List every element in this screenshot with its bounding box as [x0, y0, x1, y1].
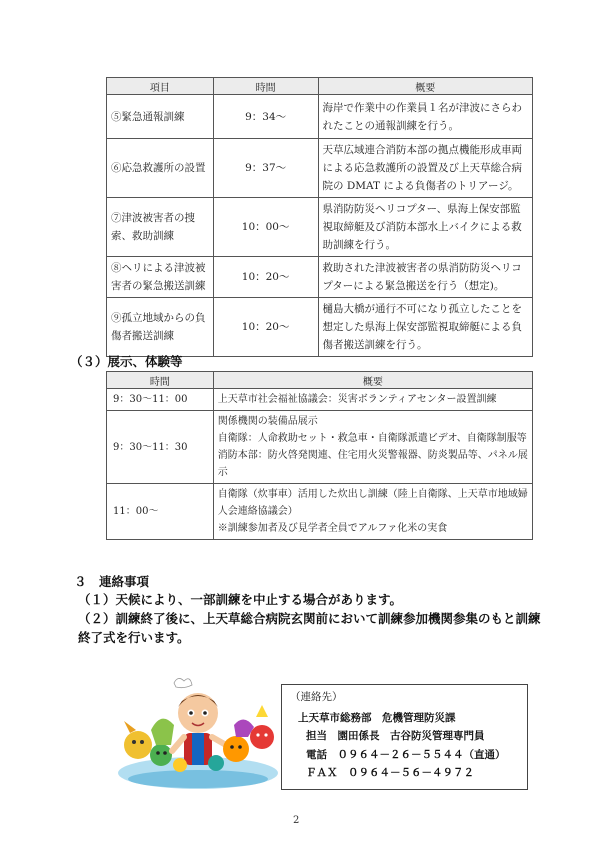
row-item: ⑦津波被害者の捜索、救助訓練	[107, 198, 214, 257]
table-row	[107, 411, 533, 484]
exhibits-table	[106, 371, 533, 540]
table-header-row	[107, 78, 533, 95]
notice-item: （２）訓練終了後に、上天草総合病院玄関前において訓練参加機関参集のもと訓練終了式を行います。	[78, 611, 541, 645]
row-time: 9：37～	[213, 139, 318, 198]
training-schedule-table	[106, 77, 533, 357]
contact-fax: ＦＡＸ ０９６４－５６－４９７２	[306, 767, 474, 779]
header-time: 時間	[213, 78, 318, 95]
table-row	[107, 298, 533, 357]
summary-line: 上天草市社会福祉協議会：災害ボランティアセンター設置訓練	[217, 394, 497, 405]
contact-label: （連絡先）	[290, 691, 343, 703]
row-summary: 樋島大橋が通行不可になり孤立したことを想定した県海上保安部監視取締艇による負傷者搬送訓練を行う。	[318, 298, 532, 357]
row-summary	[213, 484, 532, 540]
row-time: 11：00～	[107, 484, 214, 540]
table-row	[107, 389, 533, 411]
row-summary: 県消防防災ヘリコプター、県海上保安部監視取締艇及び消防本部水上バイクによる救助訓練を行う。	[318, 198, 532, 257]
notice-item: （１）天候により、一部訓練を中止する場合があります。	[78, 592, 403, 607]
row-time: 9：30～11：30	[107, 411, 214, 484]
header-summary: 概要	[213, 372, 532, 389]
row-item: ⑨孤立地域からの負傷者搬送訓練	[107, 298, 214, 357]
row-summary: 海岸で作業中の作業員１名が津波にさらわれたことの通報訓練を行う。	[318, 95, 532, 139]
row-time: 10：20～	[213, 298, 318, 357]
contact-person: 担当 園田係長 古谷防災管理専門員	[306, 730, 485, 742]
row-time: 10：00～	[213, 198, 318, 257]
header-item: 項目	[107, 78, 214, 95]
table-row	[107, 139, 533, 198]
row-time: 10：20～	[213, 257, 318, 298]
mascot-illustration	[116, 675, 281, 790]
table-row	[107, 484, 533, 540]
row-summary: 救助された津波被害者の県消防防災ヘリコプターによる緊急搬送を行う（想定)。	[318, 257, 532, 298]
section-heading-notices: ３ 連絡事項	[74, 574, 150, 589]
contact-org: 上天草市総務部 危機管理防災課	[298, 712, 456, 724]
row-time: 9：30～11：00	[107, 389, 214, 411]
row-summary	[213, 389, 532, 411]
row-summary	[213, 411, 532, 484]
header-summary: 概要	[318, 78, 532, 95]
row-item: ⑧ヘリによる津波被害者の緊急搬送訓練	[107, 257, 214, 298]
section-heading-exhibits: （３）展示、体験等	[70, 354, 183, 369]
summary-line: 自衛隊：人命救助セット・救急車・自衛隊派遣ビデオ、自衛隊制服等	[217, 433, 527, 444]
row-item: ⑥応急救護所の設置	[107, 139, 214, 198]
contact-box	[281, 684, 528, 790]
table-row	[107, 198, 533, 257]
summary-line: 関係機関の装備品展示	[217, 416, 318, 427]
row-summary: 天草広域連合消防本部の拠点機能形成車両による応急救護所の設置及び上天草総合病院の DMAT による負傷者のトリアージ。	[318, 139, 532, 198]
summary-line: 消防本部：防火啓発関連、住宅用火災警報器、防炎製品等、パネル展示	[217, 450, 528, 478]
table-header-row	[107, 372, 533, 389]
row-time: 9：34～	[213, 95, 318, 139]
header-time: 時間	[107, 372, 214, 389]
summary-line: 自衛隊（炊事車）活用した炊出し訓練（陸上自衛隊、上天草市地域婦人会連絡協議会）	[217, 489, 528, 517]
contact-phone: 電話 ０９６４－２６－５５４４（直通）	[306, 749, 506, 761]
table-row	[107, 95, 533, 139]
row-item: ⑤緊急通報訓練	[107, 95, 214, 139]
summary-line: ※訓練参加者及び見学者全員でアルファ化米の実食	[217, 523, 448, 534]
table-row	[107, 257, 533, 298]
page-number: 2	[293, 815, 300, 826]
